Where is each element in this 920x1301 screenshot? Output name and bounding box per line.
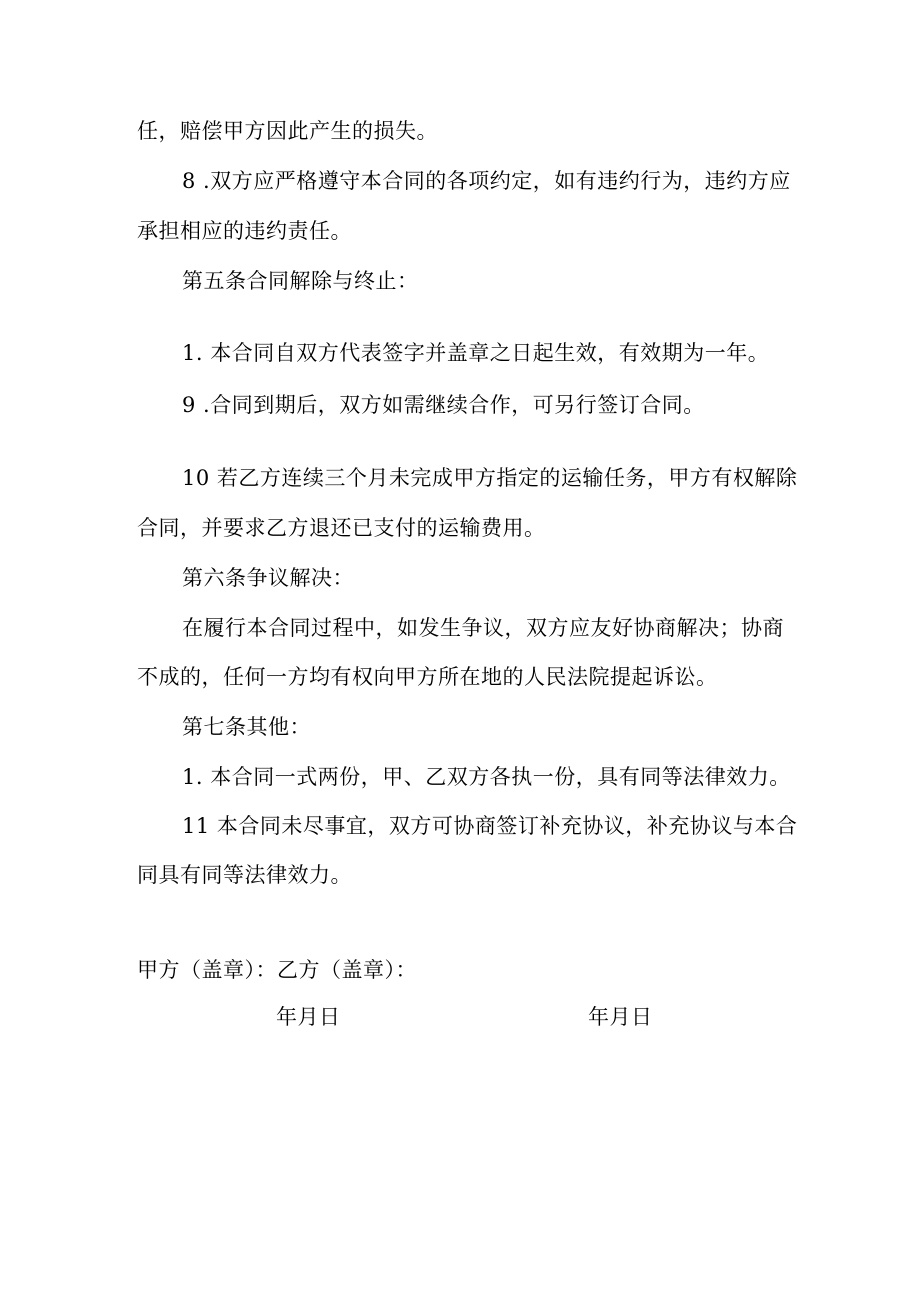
clause-1-line: 1. 本合同自双方代表签字并盖章之日起生效，有效期为一年。 (182, 341, 770, 365)
paragraph-line: 任，赔偿甲方因此产生的损失。 (137, 119, 438, 143)
signature-date-right: 年月日 (588, 1005, 653, 1029)
clause-11-line: 11 本合同未尽事宜，双方可协商签订补充协议，补充协议与本合 (182, 814, 798, 838)
paragraph-line: 合同，并要求乙方退还已支付的运输费用。 (137, 516, 546, 540)
section-heading-6: 第六条争议解决： (182, 566, 354, 590)
dispute-paragraph-line: 在履行本合同过程中，如发生争议，双方应友好协商解决；协商 (182, 616, 784, 640)
signature-parties: 甲方（盖章）：乙方（盖章）： (137, 958, 417, 982)
paragraph-line: 同具有同等法律效力。 (137, 863, 352, 887)
clause-8-line: 8 .双方应严格遵守本合同的各项约定，如有违约行为，违约方应 (182, 169, 791, 193)
clause-1-line: 1. 本合同一式两份，甲、乙双方各执一份，具有同等法律效力。 (182, 765, 791, 789)
section-heading-5: 第五条合同解除与终止： (182, 269, 419, 293)
clause-10-line: 10 若乙方连续三个月未完成甲方指定的运输任务，甲方有权解除 (182, 466, 798, 490)
signature-date-left: 年月日 (276, 1005, 341, 1029)
paragraph-line: 承担相应的违约责任。 (137, 219, 352, 243)
clause-9-line: 9 .合同到期后，双方如需继续合作，可另行签订合同。 (182, 393, 705, 417)
paragraph-line: 不成的，任何一方均有权向甲方所在地的人民法院提起诉讼。 (137, 665, 718, 689)
section-heading-7: 第七条其他： (182, 715, 311, 739)
